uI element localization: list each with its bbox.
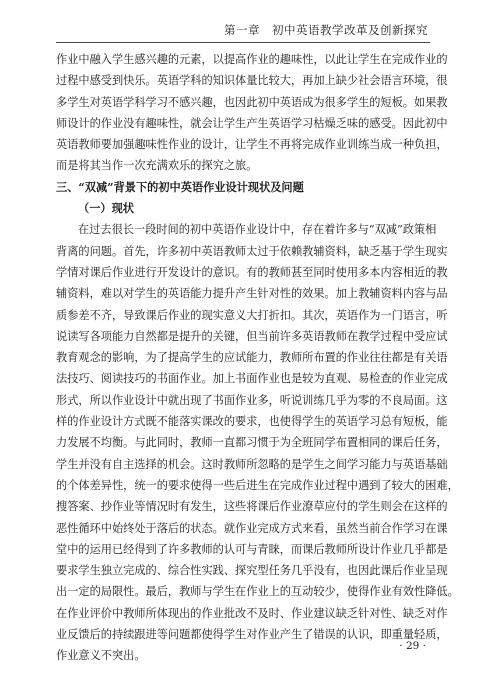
- text-line: 法技巧、阅读技巧的书面作业。加上书面作业也是较为直观、易检查的作业完成: [56, 372, 448, 386]
- text-line: 质参差不齐，导致课后作业的现实意义大打折扣。其次，英语作为一门语言，听: [56, 308, 448, 322]
- text-line: 恶性循环中始终处于落后的状态。就作业完成方式来看，虽然当前合作学习在课: [56, 521, 448, 535]
- text-line: 师设计的作业没有趣味性，就会让学生产生英语学习枯燥乏味的感受。因此初中: [56, 116, 448, 130]
- text-line: 样的作业设计方式既不能落实课改的要求，也使得学生的英语学习总有短板，能: [56, 415, 448, 429]
- text-line: 英语教师要加强趣味性作业的设计，让学生不再将完成作业训练当成一种负担，: [56, 138, 448, 152]
- text-line: 说读写各项能力自然都是提升的关键，但当前许多英语教师在教学过程中受应试: [56, 329, 448, 343]
- page-number: · 29 ·: [399, 640, 426, 652]
- text-line: 背离的问题。首先，许多初中英语教师太过于依赖教辅资料，缺乏基于学生现实: [56, 244, 448, 258]
- text-line: 业反馈后的持续跟进等问题都使得学生对作业产生了错误的认识，即重量轻质，: [56, 628, 448, 642]
- running-header: 第一章 初中英语教学改革及创新探究: [224, 23, 428, 37]
- text-line: 的个体差异性，统一的要求使得一些后进生在完成作业过程中遇到了较大的困难，: [56, 478, 459, 492]
- text-line: 学生并没有自主选择的机会。这时教师所忽略的是学生之间学习能力与英语基础: [56, 457, 448, 471]
- text-line: 搜答案、抄作业等情况时有发生，这些将课后作业潦草应付的学生则会在这样的: [56, 500, 448, 514]
- text-line: 在过去很长一段时间的初中英语作业设计中，存在着许多与“双减”政策相: [78, 223, 437, 237]
- text-line: 作业意义不突出。: [56, 649, 146, 663]
- text-line: 而是将其当作一次充满欢乐的探究之旅。: [56, 159, 258, 173]
- subsection-heading: （一）现状: [78, 201, 134, 216]
- text-line: 过程中感受到快乐。英语学科的知识体量比较大，再加上缺少社会语言环境，很: [56, 74, 448, 88]
- body-text: [56, 49, 459, 667]
- text-line: 形式，所以作业设计中就出现了书面作业多，听说训练几乎为零的不良局面。这: [56, 393, 448, 407]
- text-line: 在作业评价中教师所体现出的作业批改不及时、作业建议缺乏针对性、缺乏对作: [56, 606, 448, 620]
- text-line: 多学生对英语学科学习不感兴趣，也因此初中英语成为很多学生的短板。如果教: [56, 95, 448, 109]
- text-line: 力发展不均衡。与此同时，教师一直都习惯于为全班同学布置相同的课后任务，: [56, 436, 448, 450]
- text-line: 教育观念的影响，为了提高学生的应试能力，教师所布置的作业往往都是有关语: [56, 351, 448, 365]
- text-line: 学情对课后作业进行开发设计的意识。有的教师甚至同时使用多本内容相近的教: [56, 265, 448, 279]
- text-line: 辅资料，难以对学生的英语能力提升产生针对性的效果。加上教辅资料内容与品: [56, 287, 448, 301]
- text-line: 出一定的局限性。最后，教师与学生在作业上的互动较少，使得作业有效性降低。: [56, 585, 459, 599]
- section-heading: 三、“双减”背景下的初中英语作业设计现状及问题: [56, 179, 304, 194]
- text-line: 作业中融入学生感兴趣的元素，以提高作业的趣味性，以此让学生在完成作业的: [56, 53, 448, 66]
- text-line: 要求学生独立完成的、综合性实践、探究型任务几乎没有，也因此课后作业呈现: [56, 564, 448, 578]
- header-rule: [56, 42, 430, 43]
- text-line: 堂中的运用已经得到了许多教师的认可与青睐，而课后教师所设计作业几乎都是: [56, 542, 448, 556]
